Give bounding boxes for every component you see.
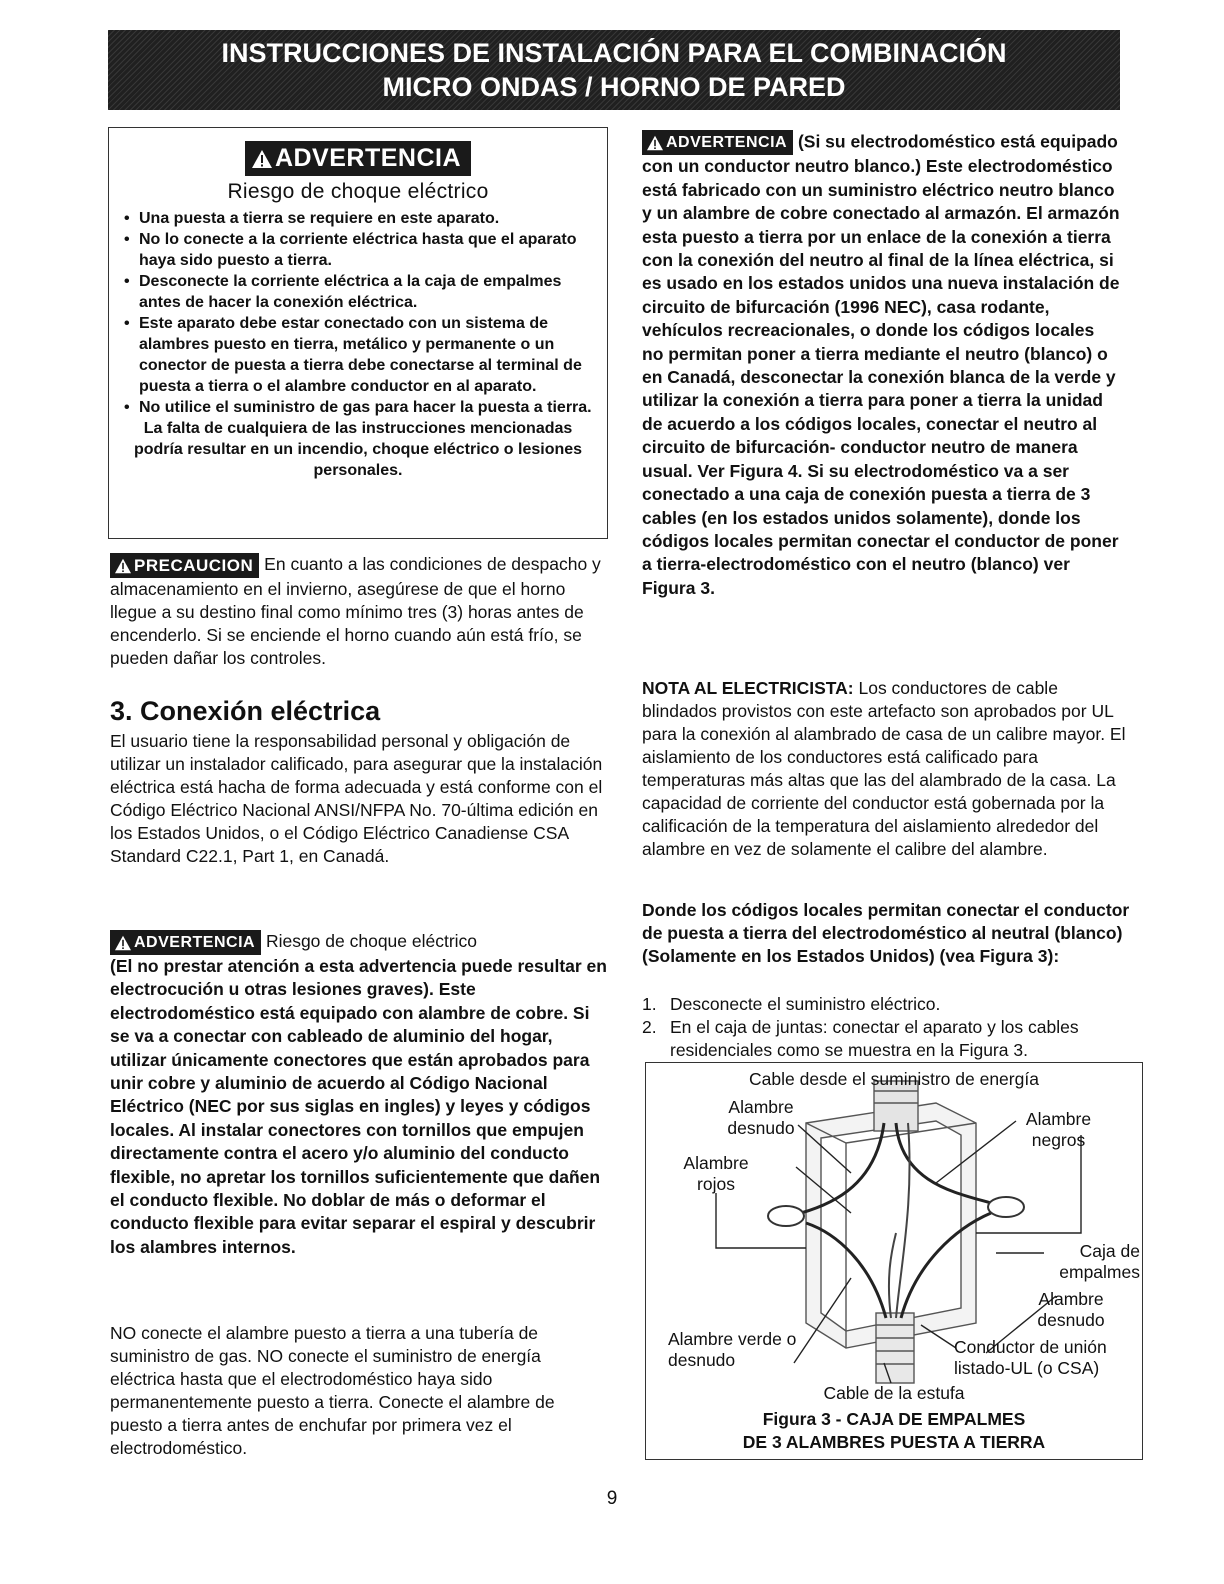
label-bare-wire-2: Alambre desnudo <box>1037 1289 1105 1330</box>
caution-badge <box>110 553 259 578</box>
warning-triangle-icon <box>251 149 273 169</box>
page-number: 9 <box>606 1488 618 1509</box>
list-item: • Una puesta a tierra se requiere en este aparato. <box>121 208 597 229</box>
step-text: Desconecte el suministro eléctrico. <box>670 994 941 1014</box>
section-title: 3. Conexión eléctrica <box>110 696 381 726</box>
figure-3 <box>645 1062 1143 1460</box>
figure-caption-line1: Figura 3 - CAJA DE EMPALMES <box>762 1409 1026 1429</box>
right-warning-text: (Si su electrodoméstico está equipado con un conductor neutro blanco.) Este electrodoméstico está fabricado con un suministro eléctrico neutro blanco y un alambre de cobre conectado al armazón. El armazón esta puesto a tierra por un enlace de la conexión a tierra con la conexión del neutro al final de la línea eléctrica, si es usado en los estados unidos una nueva instalación de circuito de bifurcación (1996 NEC), casa rodante, vehículos recreacionales, o donde los códigos locales no permitan poner a tierra mediante el neutro (blanco) o en Canadá, desconectar la conexión blanca de la verde y utilizar la conexión a tierra para poner a tierra la unidad de acuerdo a los códigos locales, conectar el neutro al circuito de bifurcación- conductor neutro de manera usual. Ver Figura 4. Si su electrodoméstico va a ser conectado a una caja de conexión puesta a tierra de 3 cables (en los estados unidos solamente), donde los códigos locales permitan conectar el conductor de poner a tierra-electrodoméstico con el neutro (blanco) ver Figura 3. <box>642 131 1120 598</box>
warning-box <box>108 127 608 539</box>
section-intro: El usuario tiene la responsabilidad personal y obligación de utilizar un instalador calificado, para asegurar que la instalación eléctrica está hacha de forma adecuada y está conforme con el Código Eléctrico Nacional ANSI/NFPA No. 70-última edición en los Estados Unidos, o el Código Eléctrico Canadiense CSA Standard C22.1, Part 1, en Canadá. <box>110 731 603 866</box>
warning2-block <box>110 930 610 1259</box>
right-warning-block <box>642 130 1120 600</box>
caution-paragraph <box>110 553 610 670</box>
step-text: En el caja de juntas: conectar el aparato y los cables residenciales como se muestra en la Figura 3. <box>670 1017 1079 1060</box>
header-title-line2: MICRO ONDAS / HORNO DE PARED <box>382 72 846 102</box>
figure-caption <box>646 1408 1142 1454</box>
label-red-wires: Alambre rojos <box>683 1153 749 1194</box>
warning-triangle-icon <box>114 935 132 951</box>
list-item <box>642 993 1142 1016</box>
list-item: • No lo conecte a la corriente eléctrica hasta que el aparato haya sido puesto a tierra. <box>121 229 597 271</box>
steps-list <box>642 993 1142 1062</box>
right-warning-badge-label: ADVERTENCIA <box>666 134 788 151</box>
step-number: 2. <box>642 1017 657 1037</box>
caution-text: En cuanto a las condiciones de despacho y almacenamiento en el invierno, asegúrese de que el horno llegue a su destino final como mínimo tres (3) horas antes de encenderlo. Si se enciende el horno cuando aún está frío, se pueden dañar los controles. <box>110 554 601 668</box>
warning-badge-label: ADVERTENCIA <box>274 144 462 172</box>
list-item <box>642 1016 1142 1062</box>
local-codes-heading: Donde los códigos locales permitan conectar el conductor de puesta a tierra del electrodoméstico al neutral (blanco) (Solamente en los Estados Unidos) (vea Figura 3): <box>642 900 1130 966</box>
label-junction-box: Caja de empalmes <box>1059 1241 1140 1282</box>
step-number: 1. <box>642 994 657 1014</box>
label-black-wires: Alambre negros <box>1025 1109 1092 1150</box>
warning-triangle-icon <box>114 558 132 574</box>
right-warning-badge <box>642 130 793 155</box>
electrician-note-label: NOTA AL ELECTRICISTA: <box>642 678 854 698</box>
label-power-cable: Cable desde el suministro de energía <box>749 1069 1039 1089</box>
warning-title: Riesgo de choque eléctrico <box>227 180 489 203</box>
warning-list <box>109 208 607 418</box>
caution-badge-label: PRECAUCION <box>134 556 254 575</box>
electrician-note <box>642 677 1132 861</box>
warning2-text: (El no prestar atención a esta advertencia puede resultar en electrocución u otras lesiones graves). Este electrodoméstico está equipado con alambre de cobre. Si se va a conectar con cableado de aluminio del hogar, utilizar únicamente conectores que están aprobados para unir cobre y aluminio de acuerdo al Código Nacional Eléctrico (NEC por sus siglas en ingles) y leyes y códigos locales. Al instalar conectores con tornillos que empujen directamente contra el acero y/o aluminio del conducto flexible, no apretar los tornillos suficientemente que dañen el conducto flexible. No doblar de más o deformar el conducto flexible para evitar separar el espiral y descubrir los alambres internos. <box>110 956 607 1257</box>
gas-note: NO conecte el alambre puesto a tierra a una tubería de suministro de gas. NO conecte el suministro de energía eléctrica hasta que el electrodoméstico haya sido permanentemente puesto a tierra. Conecte el alambre de puesto a tierra antes de enchufar por primera vez el electrodoméstico. <box>110 1323 555 1458</box>
warning2-badge <box>110 930 261 955</box>
warning-triangle-icon <box>646 135 664 151</box>
label-stove-cable: Cable de la estufa <box>823 1383 965 1403</box>
label-green-wire: Alambre verde o desnudo <box>668 1329 797 1370</box>
warning-badge <box>245 141 471 176</box>
figure-caption-line2: DE 3 ALAMBRES PUESTA A TIERRA <box>742 1432 1046 1452</box>
list-item: • Este aparato debe estar conectado con un sistema de alambres puesto en tierra, metálico y permanente o un conector de puesta a tierra debe conectarse al terminal de puesta a tierra o el alambre conductor en al aparato. <box>121 313 597 397</box>
list-item: • No utilice el suministro de gas para hacer la puesta a tierra. <box>121 397 597 418</box>
list-item: • Desconecte la corriente eléctrica a la caja de empalmes antes de hacer la conexión eléctrica. <box>121 271 597 313</box>
label-bare-wire: Alambre desnudo <box>727 1097 795 1138</box>
page-header-banner <box>108 30 1120 110</box>
electrician-note-text: Los conductores de cable blindados provistos con este artefacto son aprobados por UL para la conexión al alambrado de casa de un calibre mayor. El aislamiento de los conductores está calificado para temperaturas más altas que las del alambrado de la casa. La capacidad de corriente del conductor está gobernada por la calificación de la temperatura del aislamiento alrededor del alambre en vez de solamente el calibre del alambre. <box>642 678 1126 859</box>
label-ul-connector: Conductor de unión listado-UL (o CSA) <box>954 1337 1107 1378</box>
header-title-line1: INSTRUCCIONES DE INSTALACIÓN PARA EL COMBINACIÓN <box>221 38 1007 68</box>
warning2-title: Riesgo de choque eléctrico <box>265 931 478 952</box>
warning2-badge-label: ADVERTENCIA <box>134 934 256 951</box>
warning-footer: La falta de cualquiera de las instrucciones mencionadas podría resultar en un incendio, choque eléctrico o lesiones personales. <box>133 420 583 479</box>
